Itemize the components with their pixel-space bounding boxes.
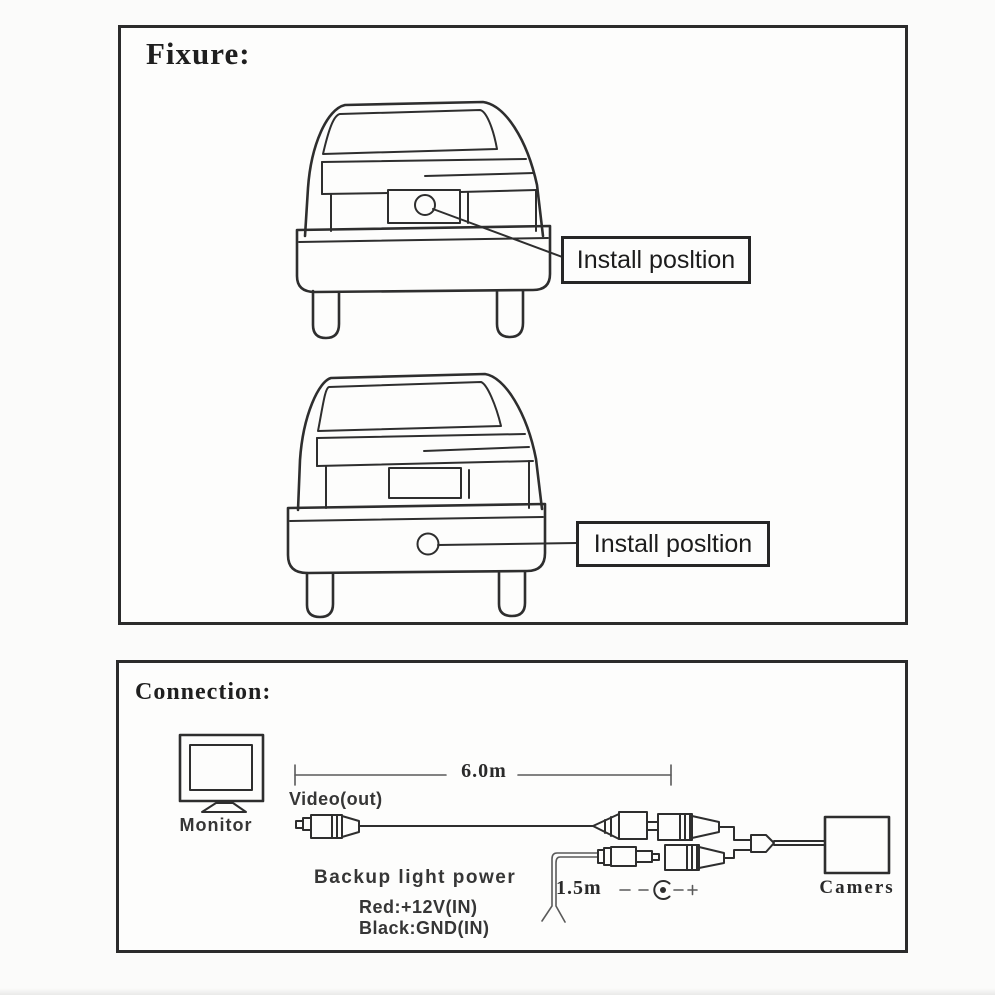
trunk-mid-line-left <box>322 193 389 194</box>
rca-jack-female-top-icon <box>658 814 719 840</box>
car-rear-bottom-illustration <box>275 365 583 620</box>
monitor-stand <box>202 803 246 812</box>
fixture-panel <box>118 25 908 625</box>
install-position-label-bottom: Install posltion <box>593 529 753 558</box>
trunk-mid-line-right <box>460 190 536 192</box>
trunk-top-line <box>317 434 525 438</box>
rear-window <box>323 110 497 154</box>
bumper-seam <box>290 517 543 521</box>
rear-window <box>318 382 501 431</box>
video-cable-length-label: 6.0m <box>461 760 507 782</box>
cable-junction <box>751 835 774 852</box>
dc-jack-female-bottom-icon <box>665 845 724 870</box>
wheel-right <box>497 291 523 337</box>
monitor-screen <box>190 745 252 790</box>
wheel-left <box>313 291 339 338</box>
trunk-top-line <box>322 159 526 162</box>
connection-title: Connection: <box>135 679 272 705</box>
trunk-crease-line <box>425 173 534 176</box>
power-black-wire-label: Black:GND(IN) <box>359 918 490 938</box>
camera-label: Camers <box>819 877 895 898</box>
wheel-right <box>499 572 525 616</box>
video-out-label: Video(out) <box>289 789 383 809</box>
license-plate <box>389 468 461 498</box>
leader-line-bottom <box>433 538 581 550</box>
leader-line-top <box>428 203 568 265</box>
fixture-title: Fixure: <box>146 36 251 71</box>
install-position-callout-bottom <box>576 521 770 567</box>
monitor-label: Monitor <box>179 815 253 835</box>
wheel-left <box>307 573 333 617</box>
install-position-label-top: Install posltion <box>576 245 736 274</box>
install-position-callout-top <box>561 236 751 284</box>
power-lead-to-junction <box>724 850 751 858</box>
connection-panel <box>116 660 908 953</box>
monitor-icon <box>175 729 270 821</box>
dc-polarity-symbol <box>620 881 697 899</box>
rca-plug-video-out-icon <box>296 815 359 838</box>
rca-plug-male-icon <box>593 812 658 839</box>
power-red-wire-label: Red:+12V(IN) <box>359 897 478 917</box>
power-cable-length-label: 1.5m <box>556 877 602 899</box>
camera-pigtail-double-line <box>774 841 825 845</box>
backup-light-power-title: Backup light power <box>314 867 517 888</box>
trunk-mid-line <box>317 461 533 466</box>
camera-box <box>825 817 889 873</box>
video-lead-to-junction <box>719 827 751 840</box>
trunk-crease-line <box>424 447 529 451</box>
